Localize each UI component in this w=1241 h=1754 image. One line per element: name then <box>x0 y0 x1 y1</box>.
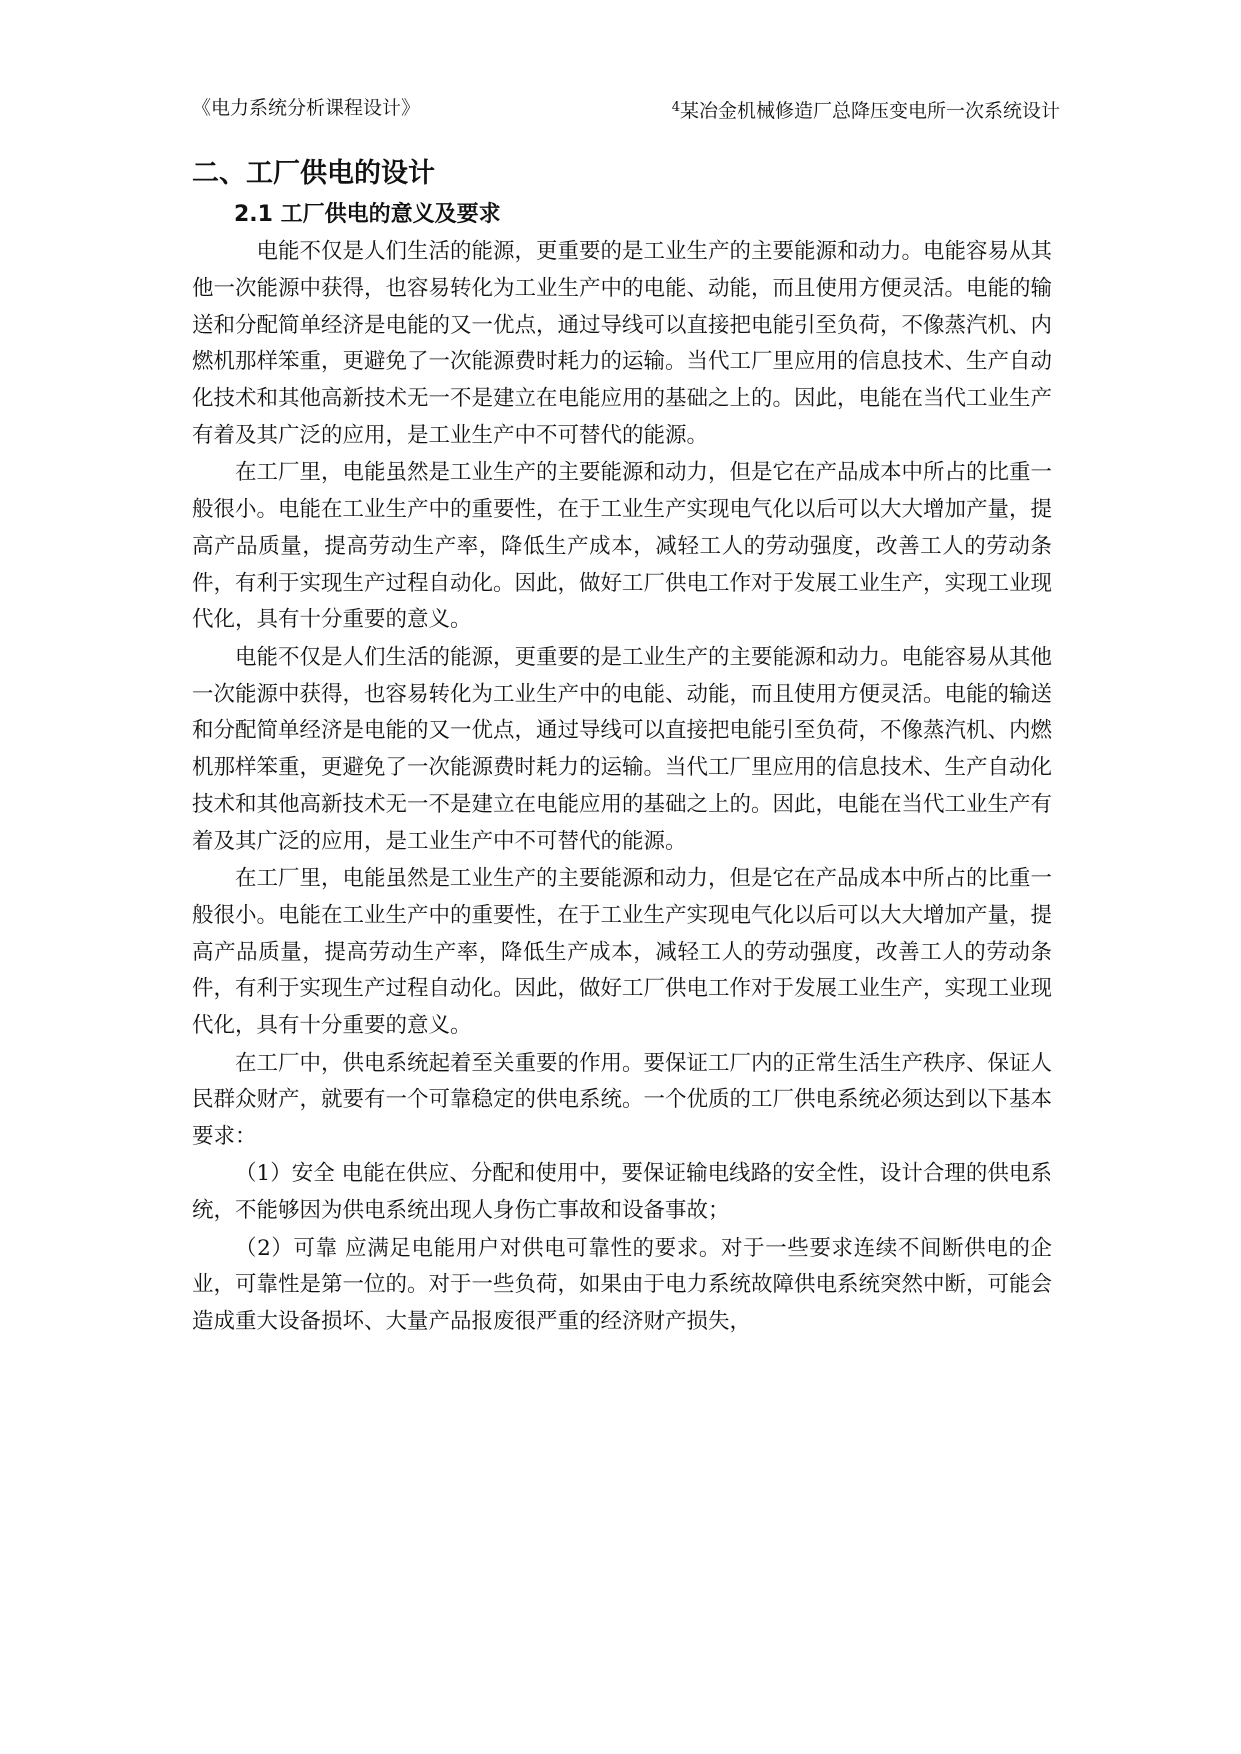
section-title: 二、工厂供电的设计 <box>192 158 435 189</box>
header-rule <box>192 128 1060 129</box>
paragraph-4: 在工厂里，电能虽然是工业生产的主要能源和动力，但是它在产品成本中所占的比重一般很小。电能在工业生产中的重要性，在于工业生产实现电气化以后可以大大增加产量，提高产品质量，提高劳动生产率，降低生产成本，减轻工人的劳动强度，改善工人的劳动条件，有利于实现生产过程自动化。因此，做好工厂供电工作对于发展工业生产，实现工业现代化，具有十分重要的意义。 <box>192 866 1053 1039</box>
document-body <box>192 152 1052 1341</box>
page-header <box>192 92 1060 124</box>
paragraph-safety-requirement: （1）安全 电能在供应、分配和使用中，要保证输电线路的安全性，设计合理的供电系统，不能够因为供电系统出现人身伤亡事故和设备事故； <box>192 1161 1052 1224</box>
paragraph-3: 电能不仅是人们生活的能源，更重要的是工业生产的主要能源和动力。电能容易从其他一次能源中获得，也容易转化为工业生产中的电能、动能，而且使用方便灵活。电能的输送和分配简单经济是电能的又一优点，通过导线可以直接把电能引至负荷，不像蒸汽机、内燃机那样笨重，更避免了一次能源费时耗力的运输。当代工厂里应用的信息技术、生产自动化技术和其他高新技术无一不是建立在电能应用的基础之上的。因此，电能在当代工业生产有着及其广泛的应用，是工业生产中不可替代的能源。 <box>192 644 1053 854</box>
paragraph-reliability-requirement: （2）可靠 应满足电能用户对供电可靠性的要求。对于一些要求连续不间断供电的企业，可靠性是第一位的。对于一些负荷，如果由于电力系统故障供电系统突然中断，可能会造成重大设备损坏、大量产品报废很严重的经济财产损失， <box>192 1235 1053 1335</box>
paragraph-1: 电能不仅是人们生活的能源，更重要的是工业生产的主要能源和动力。电能容易从其他一次能源中获得，也容易转化为工业生产中的电能、动能，而且使用方便灵活。电能的输送和分配简单经济是电能的又一优点，通过导线可以直接把电能引至负荷，不像蒸汽机、内燃机那样笨重，更避免了一次能源费时耗力的运输。当代工厂里应用的信息技术、生产自动化技术和其他高新技术无一不是建立在电能应用的基础之上的。因此，电能在当代工业生产有着及其广泛的应用，是工业生产中不可替代的能源。 <box>192 239 1053 448</box>
header-document-title <box>672 92 1060 127</box>
header-course-title: 《电力系统分析课程设计》 <box>192 97 421 119</box>
page-number: 4 <box>671 100 680 115</box>
paragraph-5: 在工厂中，供电系统起着至关重要的作用。要保证工厂内的正常生活生产秩序、保证人民群众财产，就要有一个可靠稳定的供电系统。一个优质的工厂供电系统必须达到以下基本要求： <box>192 1050 1053 1150</box>
subsection-title: 2.1 工厂供电的意义及要求 <box>234 202 501 227</box>
paragraph-2: 在工厂里，电能虽然是工业生产的主要能源和动力，但是它在产品成本中所占的比重一般很小。电能在工业生产中的重要性，在于工业生产实现电气化以后可以大大增加产量，提高产品质量，提高劳动生产率，降低生产成本，减轻工人的劳动强度，改善工人的劳动条件，有利于实现生产过程自动化。因此，做好工厂供电工作对于发展工业生产，实现工业现代化，具有十分重要的意义。 <box>192 460 1053 633</box>
header-document-title-text: 某冶金机械修造厂总降压变电所一次系统设计 <box>679 100 1060 122</box>
